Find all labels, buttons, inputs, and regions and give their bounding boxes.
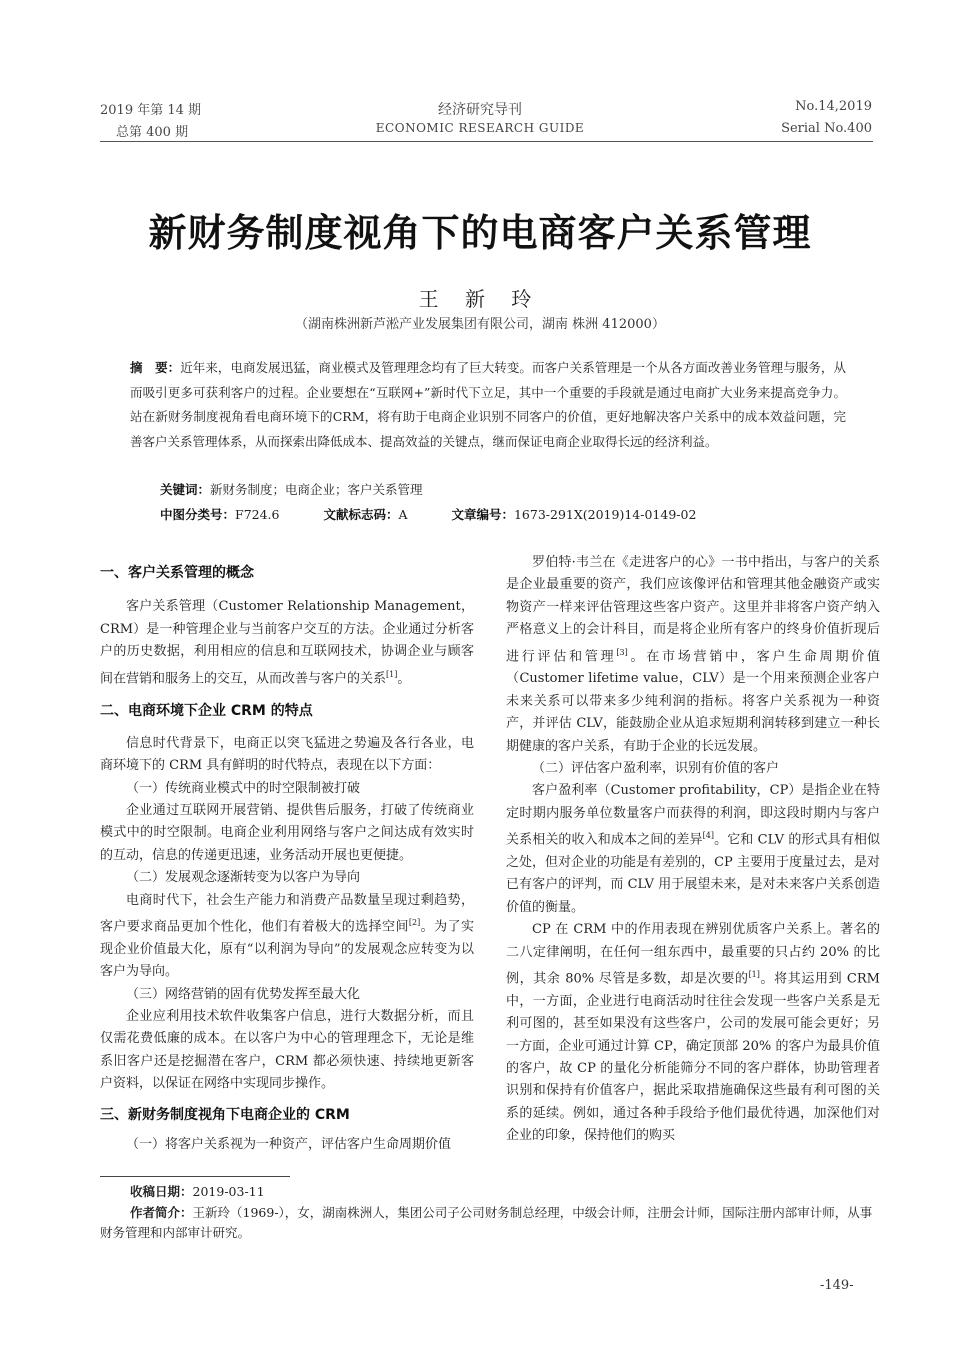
keywords [160, 480, 423, 498]
issue-number-en: No.14,2019 [795, 99, 872, 114]
paragraph: 企业通过互联网开展营销、提供售后服务，打破了传统商业模式中的时空限制。电商企业利用网络与客户之间达成有效实时的互动，信息的传递更迅速，业务活动开展也更便捷。 [100, 802, 474, 863]
header-rule [100, 141, 873, 142]
page-number: -149- [820, 1278, 854, 1293]
citation: [4] [702, 831, 714, 841]
journal-name-en: ECONOMIC RESEARCH GUIDE [375, 121, 585, 135]
subsection-heading: （三）网络营销的固有优势发挥至最大化 [126, 986, 361, 1002]
clc-value: F724.6 [235, 507, 280, 522]
article-number-label: 文章编号： [451, 507, 514, 522]
citation: [2] [408, 918, 421, 928]
abstract [130, 356, 846, 454]
citation: [3] [616, 647, 628, 657]
footnote [100, 1182, 880, 1244]
paragraph: CP 在 CRM 中的作用表现在辨别优质客户关系上。著名的二八定律阐明，在任何一组东西中，最重要的只占约 20% 的比例，其余 80% 尽管是多数，却是次要的[1]。将其运用到 CRM 中，一方面，企业进行电商活动时往往会发现一些客户关系是无利可图的，甚至如果没有这些客户，公司的发展可能会更好；另一方面，企业可通过计算 CP，确定顶部 20% 的客户为最具价值的客户，故 CP 的量化分析能筛分不同的客户群体，协助管理者识别和保持有价值客户，据此采取措施确保这些最有利可图的关系的延续。例如，通过各种手段给予他们最优待遇，加深他们对企业的印象，保持他们的购买 [506, 922, 880, 1144]
subsection-heading: （一）传统商业模式中的时空限制被打破 [126, 780, 361, 796]
paragraph: 客户盈利率（Customer profitability，CP）是指企业在特定时期内服务单位数量客户而获得的利润，即这段时期内与客户关系相关的收入和成本之间的差异[4]。它和 CLV 的形式具有相似之处，但对企业的功能是有差别的，CP 主要用于度量过去，是对已有客户的评判，而 CLV 用于展望未来，是对未来客户关系创造价值的衡量。 [506, 783, 880, 915]
footnote-rule [100, 1176, 290, 1177]
issue-number-cn: 2019 年第 14 期 [100, 103, 202, 118]
paragraph: 信息时代背景下，电商正以突飞猛进之势遍及各行各业，电商环境下的 CRM 具有鲜明的时代特点，表现在以下方面： [100, 735, 474, 774]
author-bio: 作者简介：王新玲（1969-），女，湖南株洲人，集团公司子公司财务制总经理，中级会计师，注册会计师，国际注册内部审计师，从事财务管理和内部审计研究。 [100, 1204, 873, 1240]
total-issue-cn: 总第 400 期 [116, 125, 189, 140]
body-right-column [506, 552, 880, 1148]
doc-code-value: A [398, 507, 408, 522]
paragraph: 电商时代下，社会生产能力和消费产品数量呈现过剩趋势，客户要求商品更加个性化，他们有着极大的选择空间[2]。为了实现企业价值最大化，原有“以利润为导向”的发展观念应转变为以客户为导向。 [100, 892, 474, 980]
clc-label: 中图分类号： [160, 507, 236, 522]
section-heading-1: 一、客户关系管理的概念 [100, 565, 254, 581]
author-name: 王 新 玲 [418, 287, 542, 311]
serial-number-en: Serial No.400 [781, 121, 872, 136]
subsection-heading: （二）评估客户盈利率，识别有价值的客户 [532, 760, 780, 776]
section-heading-3: 三、新财务制度视角下电商企业的 CRM [100, 1106, 350, 1123]
journal-name-cn: 经济研究导刊 [438, 102, 522, 118]
abstract-text: 近年来，电商发展迅猛，商业模式及管理理念均有了巨大转变。而客户关系管理是一个从各方面改善业务管理与服务，从而吸引更多可获利客户的过程。企业要想在“互联网+”新时代下立足，其中一个重要的手段就是通过电商扩大业务来提高竞争力。站在新财务制度视角看电商环境下的CRM，将有助于电商企业识别不同客户的价值，更好地解决客户关系中的成本效益问题，完善客户关系管理体系，从而探索出降低成本、提高效益的关键点，继而保证电商企业取得长远的经济利益。 [130, 360, 846, 449]
subsection-heading: （二）发展观念逐渐转变为以客户为导向 [126, 870, 361, 886]
citation: [1] [748, 969, 760, 979]
author-affiliation: （湖南株洲新芦淞产业发展集团有限公司，湖南 株洲 412000） [295, 317, 665, 332]
doc-code-label: 文献标志码： [323, 507, 399, 522]
section-heading-2: 二、电商环境下企业 CRM 的特点 [100, 703, 313, 720]
body-left-column [100, 562, 474, 1156]
paragraph: 企业应利用技术软件收集客户信息，进行大数据分析，而且仅需花费低廉的成本。在以客户为中心的管理理念下，无论是维系旧客户还是挖掘潜在客户，CRM 都必须快速、持续地更新客户资料，以保证在网络中实现同步操作。 [100, 1008, 474, 1092]
article-title: 新财务制度视角下的电商客户关系管理 [148, 210, 812, 255]
article-number-value: 1673-291X(2019)14-0149-02 [513, 507, 697, 522]
classification-line [160, 505, 696, 523]
received-date: 收稿日期：2019-03-11 [130, 1184, 265, 1199]
paragraph: 罗伯特·韦兰在《走进客户的心》一书中指出，与客户的关系是企业最重要的资产，我们应该像评估和管理其他金融资产或实物资产一样来评估管理这些客户资产。这里并非将客户资产纳入严格意义上的会计科目，而是将企业所有客户的终身价值折现后进行评估和管理[3]。在市场营销中，客户生命周期价值（Customer lifetime value，CLV）是一个用来预测企业客户未来关系可以带来多少纯利润的指标。将客户关系视为一种资产，并评估 CLV，能鼓励企业从追求短期利润转移到建立一种长期健康的客户关系，有助于企业的长远发展。 [506, 555, 880, 754]
keywords-text: 新财务制度；电商企业；客户关系管理 [210, 482, 423, 497]
abstract-label: 摘 要： [130, 360, 181, 375]
paragraph: 客户关系管理（Customer Relationship Management，CRM）是一种管理企业与当前客户交互的方法。企业通过分析客户的历史数据，利用相应的信息和互联网技术，协调企业与顾客间在营销和服务上的交互，从而改善与客户的关系[1]。 [100, 599, 474, 686]
subsection-heading: （一）将客户关系视为一种资产，评估客户生命周期价值 [126, 1137, 452, 1152]
keywords-label: 关键词： [160, 482, 211, 497]
citation: [1] [386, 669, 398, 679]
